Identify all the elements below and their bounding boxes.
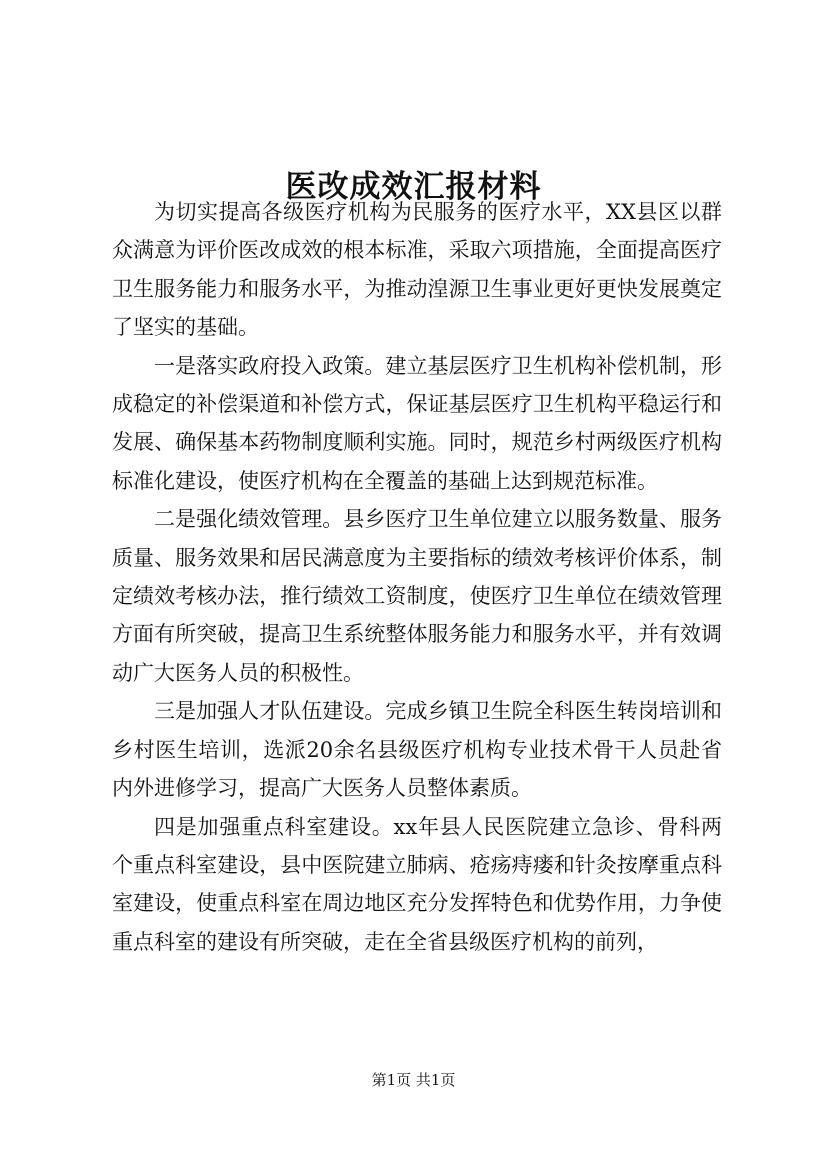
page-number-footer: 第1页 共1页 — [371, 1071, 456, 1089]
paragraph-intro: 为切实提高各级医疗机构为民服务的医疗水平，XX县区以群众满意为评价医改成效的根本标准，采取六项措施，全面提高医疗卫生服务能力和服务水平，为推动湟源卫生事业更好更快发展奠定了坚实的基础。 — [112, 200, 722, 340]
paragraph-measure-1: 一是落实政府投入政策。建立基层医疗卫生机构补偿机制，形成稳定的补偿渠道和补偿方式，保证基层医疗卫生机构平稳运行和发展、确保基本药物制度顺利实施。同时，规范乡村两级医疗机构标准化建设，使医疗机构在全覆盖的基础上达到规范标准。 — [112, 353, 722, 493]
paragraph-measure-4: 四是加强重点科室建设。xx年县人民医院建立急诊、骨科两个重点科室建设，县中医院建立肺病、疮疡痔瘘和针灸按摩重点科室建设，使重点科室在周边地区充分发挥特色和优势作用，力争使重点科室的建设有所突破，走在全省县级医疗机构的前列， — [112, 814, 722, 954]
document-body — [112, 193, 722, 961]
paragraph-measure-3: 三是加强人才队伍建设。完成乡镇卫生院全科医生转岗培训和乡村医生培训，选派20余名县级医疗机构专业技术骨干人员赴省内外进修学习，提高广大医务人员整体素质。 — [112, 699, 722, 801]
paragraph-measure-2: 二是强化绩效管理。县乡医疗卫生单位建立以服务数量、服务质量、服务效果和居民满意度为主要指标的绩效考核评价体系，制定绩效考核办法，推行绩效工资制度，使医疗卫生单位在绩效管理方面有所突破，提高卫生系统整体服务能力和服务水平，并有效调动广大医务人员的积极性。 — [112, 507, 722, 685]
document-title: 医改成效汇报材料 — [285, 168, 542, 205]
